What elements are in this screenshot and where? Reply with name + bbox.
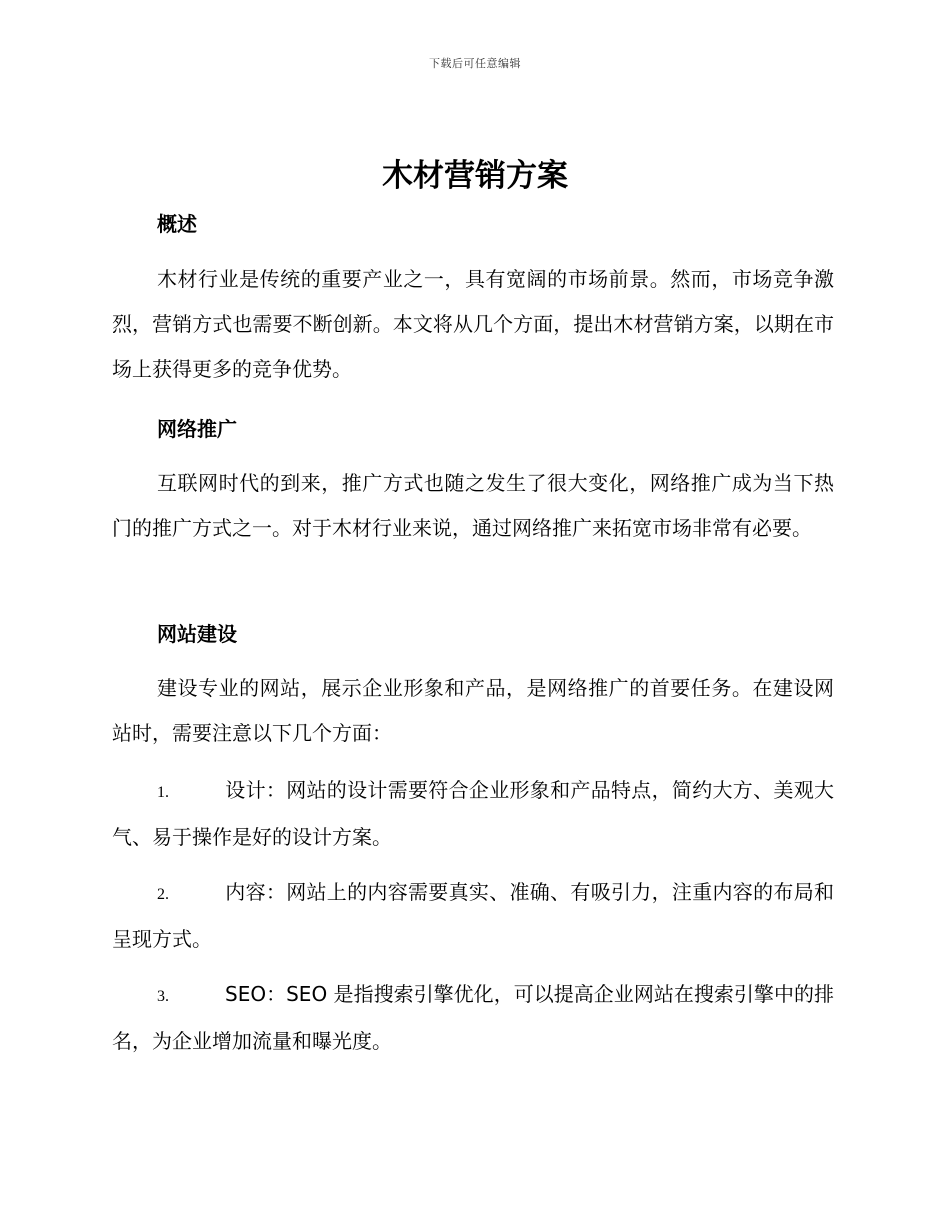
paragraph-overview: 木材行业是传统的重要产业之一，具有宽阔的市场前景。然而，市场竞争激烈，营销方式也需要不断创新。本文将从几个方面，提出木材营销方案，以期在市场上获得更多的竞争优势。 xyxy=(112,267,834,381)
paragraph-online-promotion: 互联网时代的到来，推广方式也随之发生了很大变化，网络推广成为当下热门的推广方式之一。对于木材行业来说，通过网络推广来拓宽市场非常有必要。 xyxy=(112,471,834,540)
heading-online-promotion: 网络推广 xyxy=(157,417,237,441)
list-item-number: 2. xyxy=(157,886,169,903)
heading-website-building: 网站建设 xyxy=(157,622,237,646)
heading-overview: 概述 xyxy=(157,212,197,236)
list-item-number: 1. xyxy=(157,784,169,801)
document-title: 木材营销方案 xyxy=(382,158,568,194)
list-item-text: 设计：网站的设计需要符合企业形象和产品特点，简约大方、美观大气、易于操作是好的设计方案。 xyxy=(112,778,834,849)
list-item xyxy=(112,768,834,860)
paragraph-website-building: 建设专业的网站，展示企业形象和产品，是网络推广的首要任务。在建设网站时，需要注意以下几个方面： xyxy=(112,676,834,745)
list-item-text: SEO：SEO 是指搜索引擎优化，可以提高企业网站在搜索引擎中的排名，为企业增加流量和曝光度。 xyxy=(112,982,834,1053)
list-item xyxy=(112,972,834,1064)
list-item-text: 内容：网站上的内容需要真实、准确、有吸引力，注重内容的布局和呈现方式。 xyxy=(112,880,834,951)
list-item-number: 3. xyxy=(157,988,169,1005)
header-note: 下载后可任意编辑 xyxy=(429,57,521,70)
list-item xyxy=(112,870,834,962)
